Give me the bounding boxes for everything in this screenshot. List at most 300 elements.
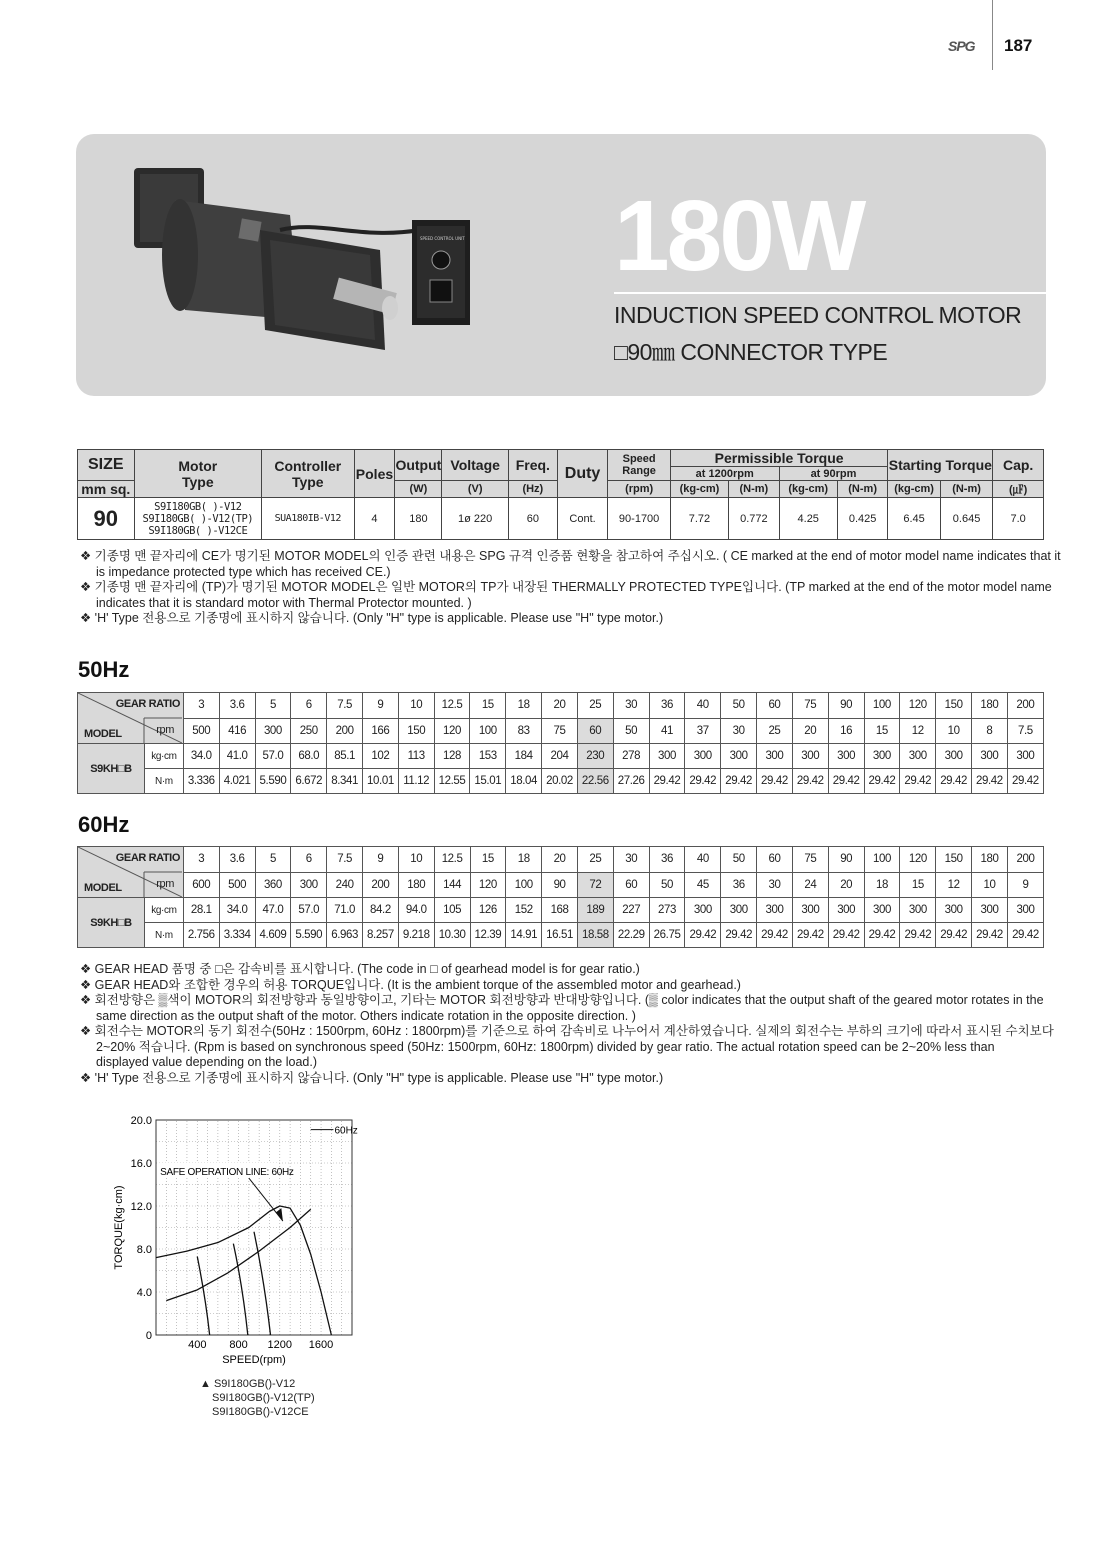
- nm-cell: 29.42: [792, 923, 828, 948]
- kgcm-cell: 102: [363, 744, 399, 769]
- cell-t1200-kg: 7.72: [670, 498, 728, 540]
- torque-nm-row: [78, 923, 1044, 948]
- nm-cell: 29.42: [721, 923, 757, 948]
- ratio-cell: 36: [649, 693, 685, 719]
- kgcm-cell: 273: [649, 898, 685, 923]
- ratio-cell: 90: [828, 847, 864, 873]
- rpm-cell: 300: [291, 872, 327, 898]
- rpm-cell: 10: [936, 718, 972, 744]
- cell-t1200-nm: 0.772: [729, 498, 780, 540]
- rpm-cell: 24: [792, 872, 828, 898]
- rpm-cell: 30: [757, 872, 793, 898]
- cell-controller: SUA180IB-V12: [262, 498, 354, 540]
- nm-cell: 18.04: [506, 769, 542, 794]
- kgcm-cell: 300: [828, 898, 864, 923]
- kgcm-cell: 105: [434, 898, 470, 923]
- ratio-cell: 6: [291, 847, 327, 873]
- rpm-cell: 500: [183, 718, 219, 744]
- ratio-cell: 25: [577, 847, 613, 873]
- nm-cell: 3.336: [183, 769, 219, 794]
- rpm-cell: 72: [577, 872, 613, 898]
- x-axis-label: SPEED(rpm): [222, 1354, 286, 1366]
- y-tick-label: 12.0: [130, 1201, 152, 1213]
- model-label: MODEL: [84, 728, 122, 740]
- kgcm-cell: 41.0: [219, 744, 255, 769]
- load-curve: [254, 1232, 271, 1335]
- triangle-icon: ▲: [200, 1378, 211, 1390]
- spec-row: [78, 498, 1044, 540]
- ratio-cell: 40: [685, 847, 721, 873]
- kgcm-cell: 113: [398, 744, 434, 769]
- rpm-cell: 60: [577, 718, 613, 744]
- kgcm-cell: 300: [721, 898, 757, 923]
- plot-frame: [156, 1120, 352, 1335]
- gear-ratio-label: GEAR RATIO: [115, 698, 180, 710]
- nm-cell: 11.12: [398, 769, 434, 794]
- kgcm-cell: 34.0: [183, 744, 219, 769]
- hdr-at-1200: at 1200rpm: [670, 467, 779, 481]
- ratio-cell: 3.6: [219, 847, 255, 873]
- torque-speed-chart: [100, 1105, 380, 1375]
- ratio-cell: 5: [255, 847, 291, 873]
- rpm-cell: 25: [757, 718, 793, 744]
- rpm-cell: 250: [291, 718, 327, 744]
- heading-60hz: 60Hz: [78, 812, 130, 837]
- rpm-cell: 15: [864, 718, 900, 744]
- table-corner: [78, 847, 184, 898]
- hdr-starting-torque: Starting Torque: [888, 450, 993, 481]
- ratio-row: [78, 847, 1044, 873]
- nm-cell: 29.42: [936, 769, 972, 794]
- ratio-cell: 5: [255, 693, 291, 719]
- motor-product-image: [120, 160, 480, 370]
- kgcm-cell: 300: [685, 744, 721, 769]
- note-line: ❖ GEAR HEAD 품명 중 □은 감속비를 표시합니다. (The code in □ of gearhead model is for gear ratio.): [80, 962, 640, 976]
- kgcm-cell: 300: [972, 898, 1008, 923]
- rpm-cell: 166: [363, 718, 399, 744]
- rpm-cell: 20: [828, 872, 864, 898]
- kgcm-cell: 189: [577, 898, 613, 923]
- kgcm-cell: 152: [506, 898, 542, 923]
- rpm-cell: 180: [398, 872, 434, 898]
- rpm-cell: 7.5: [1007, 718, 1043, 744]
- annotation-arrowhead: [276, 1208, 283, 1221]
- nm-cell: 29.42: [864, 769, 900, 794]
- note-line: indicates that it is standard motor with Thermal Protector mounted. ): [96, 595, 472, 610]
- cell-st-nm: 0.645: [940, 498, 993, 540]
- header-divider: [992, 0, 993, 70]
- rpm-cell: 360: [255, 872, 291, 898]
- gear-table-60hz: [77, 846, 1044, 948]
- rpm-cell: 12: [936, 872, 972, 898]
- ratio-cell: 200: [1007, 693, 1043, 719]
- ratio-cell: 60: [757, 847, 793, 873]
- spec-notes: [80, 549, 1061, 627]
- kgcm-cell: 230: [577, 744, 613, 769]
- x-tick-label: 800: [229, 1339, 248, 1351]
- nm-cell: 29.42: [1007, 769, 1043, 794]
- ratio-cell: 3.6: [219, 693, 255, 719]
- torque-kg-row: [78, 898, 1044, 923]
- controller-label: SPEED CONTROL UNIT: [420, 236, 465, 241]
- nm-cell: 5.590: [291, 923, 327, 948]
- ratio-cell: 20: [542, 693, 578, 719]
- ratio-cell: 12.5: [434, 693, 470, 719]
- kgcm-cell: 28.1: [183, 898, 219, 923]
- kgcm-cell: 300: [757, 898, 793, 923]
- note-line: ❖ GEAR HEAD와 조합한 경우의 허용 TORQUE입니다. (It is the ambient torque of the assembled motor and gearhead.): [80, 977, 741, 992]
- legend-line: S9I180GB()-V12CE: [212, 1406, 309, 1418]
- ratio-row: [78, 693, 1044, 719]
- rpm-cell: 36: [721, 872, 757, 898]
- nm-cell: 29.42: [792, 769, 828, 794]
- ratio-cell: 15: [470, 847, 506, 873]
- kgcm-cell: 128: [434, 744, 470, 769]
- note-line: ❖ 회전수는 MOTOR의 동기 회전수(50Hz : 1500rpm, 60Hz : 1800rpm)를 기준으로 하여 감속비로 나누어서 계산하였습니다. 실제의 회전수는 부하의 크기에 따라서 표시된 수치보다: [80, 1024, 1054, 1038]
- rpm-cell: 100: [506, 872, 542, 898]
- rpm-cell: 20: [792, 718, 828, 744]
- nm-cell: 29.42: [972, 769, 1008, 794]
- spec-table: [77, 449, 1044, 540]
- note-line: 2~20% 적습니다. (Rpm is based on synchronous speed (50Hz: 1500rpm, 60Hz: 1800rpm) divided by gear ratio. The actual rotation speed can be 2~20% less than: [96, 1039, 995, 1054]
- cell-t90-nm: 0.425: [837, 498, 888, 540]
- rpm-cell: 75: [542, 718, 578, 744]
- hdr-st-kg: (kg-cm): [888, 481, 940, 498]
- torque-nm-row: [78, 769, 1044, 794]
- page-number: 187: [1004, 36, 1033, 55]
- y-tick-label: 16.0: [130, 1158, 152, 1170]
- rpm-cell: 144: [434, 872, 470, 898]
- ratio-cell: 40: [685, 693, 721, 719]
- ratio-cell: 180: [972, 847, 1008, 873]
- unit-kgcm: kg·cm: [144, 744, 183, 769]
- ratio-cell: 150: [936, 693, 972, 719]
- nm-cell: 22.56: [577, 769, 613, 794]
- kgcm-cell: 300: [685, 898, 721, 923]
- kgcm-cell: 94.0: [398, 898, 434, 923]
- y-tick-label: 4.0: [136, 1287, 152, 1299]
- nm-cell: 4.609: [255, 923, 291, 948]
- rpm-cell: 150: [398, 718, 434, 744]
- rpm-cell: 120: [470, 872, 506, 898]
- rpm-cell: 50: [613, 718, 649, 744]
- nm-cell: 29.42: [828, 923, 864, 948]
- nm-cell: 3.334: [219, 923, 255, 948]
- kgcm-cell: 300: [757, 744, 793, 769]
- nm-cell: 29.42: [864, 923, 900, 948]
- nm-cell: 29.42: [757, 923, 793, 948]
- rpm-cell: 37: [685, 718, 721, 744]
- nm-cell: 12.55: [434, 769, 470, 794]
- ratio-cell: 36: [649, 847, 685, 873]
- ratio-cell: 15: [470, 693, 506, 719]
- hero-divider: [614, 292, 1046, 294]
- nm-cell: 14.91: [506, 923, 542, 948]
- rpm-cell: 41: [649, 718, 685, 744]
- nm-cell: 29.42: [828, 769, 864, 794]
- ratio-cell: 12.5: [434, 847, 470, 873]
- rpm-cell: 416: [219, 718, 255, 744]
- nm-cell: 29.42: [685, 769, 721, 794]
- hdr-size-unit: mm sq.: [78, 481, 135, 498]
- kgcm-cell: 84.2: [363, 898, 399, 923]
- unit-kgcm: kg·cm: [144, 898, 183, 923]
- hdr-duty: Duty: [557, 450, 608, 498]
- ratio-cell: 25: [577, 693, 613, 719]
- hdr-90-nm: (N-m): [837, 481, 888, 498]
- ratio-cell: 18: [506, 847, 542, 873]
- nm-cell: 4.021: [219, 769, 255, 794]
- ratio-cell: 9: [363, 693, 399, 719]
- kgcm-cell: 278: [613, 744, 649, 769]
- hero-subtitle-2: □90㎜ CONNECTOR TYPE: [614, 339, 888, 365]
- hdr-poles: Poles: [354, 450, 395, 498]
- ratio-cell: 50: [721, 847, 757, 873]
- legend-line: ▲ S9I180GB()-V12: [200, 1378, 296, 1390]
- ratio-cell: 50: [721, 693, 757, 719]
- x-tick-label: 1600: [308, 1339, 334, 1351]
- kgcm-cell: 300: [792, 898, 828, 923]
- ratio-cell: 150: [936, 847, 972, 873]
- kgcm-cell: 34.0: [219, 898, 255, 923]
- kgcm-cell: 184: [506, 744, 542, 769]
- hdr-voltage: Voltage: [442, 450, 509, 481]
- hdr-1200-nm: (N-m): [729, 481, 780, 498]
- hdr-1200-kg: (kg-cm): [670, 481, 728, 498]
- cell-st-kg: 6.45: [888, 498, 940, 540]
- hdr-controller: Controller Type: [262, 450, 354, 498]
- model-name: S9KH□B: [78, 744, 145, 794]
- cell-freq: 60: [508, 498, 557, 540]
- nm-cell: 26.75: [649, 923, 685, 948]
- kgcm-cell: 227: [613, 898, 649, 923]
- nm-cell: 5.590: [255, 769, 291, 794]
- kgcm-cell: 153: [470, 744, 506, 769]
- nm-cell: 9.218: [398, 923, 434, 948]
- nm-cell: 29.42: [685, 923, 721, 948]
- cell-poles: 4: [354, 498, 395, 540]
- hdr-90-kg: (kg-cm): [779, 481, 837, 498]
- rpm-cell: 300: [255, 718, 291, 744]
- x-tick-label: 1200: [267, 1339, 293, 1351]
- rpm-cell: 8: [972, 718, 1008, 744]
- kgcm-cell: 47.0: [255, 898, 291, 923]
- kgcm-cell: 85.1: [327, 744, 363, 769]
- load-curve: [233, 1244, 247, 1335]
- ratio-cell: 7.5: [327, 693, 363, 719]
- ratio-cell: 20: [542, 847, 578, 873]
- kgcm-cell: 300: [1007, 898, 1043, 923]
- kgcm-cell: 300: [900, 898, 936, 923]
- hdr-voltage-unit: (V): [442, 481, 509, 498]
- ratio-cell: 10: [398, 693, 434, 719]
- kgcm-cell: 300: [721, 744, 757, 769]
- rpm-row: [78, 872, 1044, 898]
- hdr-motor: Motor Type: [134, 450, 261, 498]
- hdr-cap: Cap.: [993, 450, 1044, 481]
- rpm-cell: 90: [542, 872, 578, 898]
- kgcm-cell: 300: [864, 898, 900, 923]
- nm-cell: 8.257: [363, 923, 399, 948]
- nm-cell: 2.756: [183, 923, 219, 948]
- gear-ratio-label: GEAR RATIO: [115, 852, 180, 864]
- legend-label: 60Hz: [334, 1125, 358, 1137]
- ratio-cell: 3: [183, 847, 219, 873]
- note-line: is impedance protected type which has received CE.): [96, 564, 391, 579]
- nm-cell: 29.42: [649, 769, 685, 794]
- kgcm-cell: 300: [900, 744, 936, 769]
- rpm-cell: 100: [470, 718, 506, 744]
- hdr-output-unit: (W): [395, 481, 442, 498]
- kgcm-cell: 168: [542, 898, 578, 923]
- nm-cell: 15.01: [470, 769, 506, 794]
- ratio-cell: 75: [792, 847, 828, 873]
- nm-cell: 29.42: [900, 923, 936, 948]
- rpm-cell: 30: [721, 718, 757, 744]
- rpm-cell: 600: [183, 872, 219, 898]
- rpm-cell: 120: [434, 718, 470, 744]
- rpm-cell: 18: [864, 872, 900, 898]
- hdr-st-nm: (N-m): [940, 481, 993, 498]
- hdr-freq-unit: (Hz): [508, 481, 557, 498]
- rpm-cell: 9: [1007, 872, 1043, 898]
- cell-speed: 90-1700: [608, 498, 670, 540]
- y-axis-label: TORQUE(kg·cm): [113, 1185, 125, 1270]
- ratio-cell: 6: [291, 693, 327, 719]
- ratio-cell: 75: [792, 693, 828, 719]
- rpm-cell: 50: [649, 872, 685, 898]
- kgcm-cell: 300: [1007, 744, 1043, 769]
- kgcm-cell: 300: [649, 744, 685, 769]
- ratio-cell: 100: [864, 693, 900, 719]
- unit-nm: N·m: [144, 923, 183, 948]
- rpm-cell: 500: [219, 872, 255, 898]
- nm-cell: 16.51: [542, 923, 578, 948]
- kgcm-cell: 300: [864, 744, 900, 769]
- hdr-at-90: at 90rpm: [779, 467, 888, 481]
- hdr-freq: Freq.: [508, 450, 557, 481]
- kgcm-cell: 204: [542, 744, 578, 769]
- ratio-cell: 18: [506, 693, 542, 719]
- kgcm-cell: 68.0: [291, 744, 327, 769]
- rpm-cell: 12: [900, 718, 936, 744]
- nm-cell: 29.42: [1007, 923, 1043, 948]
- nm-cell: 6.672: [291, 769, 327, 794]
- rpm-cell: 45: [685, 872, 721, 898]
- hero-title: 180W: [614, 180, 864, 292]
- nm-cell: 22.29: [613, 923, 649, 948]
- hdr-cap-unit: (㎌): [993, 481, 1044, 498]
- model-name: S9KH□B: [78, 898, 145, 948]
- hdr-speed: Speed Range: [608, 450, 670, 481]
- kgcm-cell: 300: [792, 744, 828, 769]
- model-label: MODEL: [84, 882, 122, 894]
- cell-motor-types: S9I180GB( )-V12 S9I180GB( )-V12(TP) S9I180GB( )-V12CE: [134, 498, 261, 540]
- rpm-cell: 200: [363, 872, 399, 898]
- y-tick-label: 20.0: [130, 1115, 152, 1127]
- rpm-cell: 60: [613, 872, 649, 898]
- nm-cell: 6.963: [327, 923, 363, 948]
- legend-line: S9I180GB()-V12(TP): [212, 1392, 315, 1404]
- cell-voltage: 1ø 220: [442, 498, 509, 540]
- gear-notes: [80, 962, 1054, 1086]
- torque-kg-row: [78, 744, 1044, 769]
- nm-cell: 8.341: [327, 769, 363, 794]
- x-tick-label: 400: [188, 1339, 207, 1351]
- note-line: ❖ 기종명 맨 끝자리에 CE가 명기된 MOTOR MODEL의 인증 관련 내용은 SPG 규격 인증품 현황을 참고하여 주십시오. ( CE marked at the end of motor model name indicates that it: [80, 549, 1061, 563]
- unit-nm: N·m: [144, 769, 183, 794]
- rpm-cell: 83: [506, 718, 542, 744]
- nm-cell: 12.39: [470, 923, 506, 948]
- cell-size: 90: [78, 498, 135, 540]
- ratio-cell: 30: [613, 693, 649, 719]
- ratio-cell: 10: [398, 847, 434, 873]
- nm-cell: 29.42: [972, 923, 1008, 948]
- rpm-cell: 16: [828, 718, 864, 744]
- ratio-cell: 90: [828, 693, 864, 719]
- kgcm-cell: 126: [470, 898, 506, 923]
- nm-cell: 29.42: [936, 923, 972, 948]
- hero-subtitle: INDUCTION SPEED CONTROL MOTOR: [614, 302, 1022, 328]
- kgcm-cell: 300: [936, 898, 972, 923]
- kgcm-cell: 300: [828, 744, 864, 769]
- heading-50hz: 50Hz: [78, 657, 130, 682]
- ratio-cell: 60: [757, 693, 793, 719]
- note-line: ❖ 'H' Type 전용으로 기종명에 표시하지 않습니다. (Only "H" type is applicable. Please use "H" type motor.): [80, 611, 664, 625]
- ratio-cell: 180: [972, 693, 1008, 719]
- note-line: same direction as the output shaft of the motor. Others indicate rotation in the opposite direction. ): [96, 1008, 636, 1023]
- nm-cell: 18.58: [577, 923, 613, 948]
- nm-cell: 29.42: [900, 769, 936, 794]
- chart-model-legend: [200, 1377, 315, 1419]
- gear-table-50hz: [77, 692, 1044, 794]
- ratio-cell: 200: [1007, 847, 1043, 873]
- kgcm-cell: 57.0: [291, 898, 327, 923]
- kgcm-cell: 57.0: [255, 744, 291, 769]
- cell-t90-kg: 4.25: [779, 498, 837, 540]
- nm-cell: 29.42: [721, 769, 757, 794]
- ratio-cell: 7.5: [327, 847, 363, 873]
- nm-cell: 20.02: [542, 769, 578, 794]
- hdr-output: Output: [395, 450, 442, 481]
- cell-duty: Cont.: [557, 498, 608, 540]
- cell-cap: 7.0: [993, 498, 1044, 540]
- kgcm-cell: 300: [936, 744, 972, 769]
- ratio-cell: 9: [363, 847, 399, 873]
- ratio-cell: 120: [900, 693, 936, 719]
- note-line: ❖ 회전방향은 ▒색이 MOTOR의 회전방향과 동일방향이고, 기타는 MOTOR 회전방향과 반대방향입니다. (▒ color indicates that the output shaft of the geared motor rotates in the: [80, 993, 1044, 1007]
- unit-rpm: rpm: [156, 724, 174, 736]
- hdr-permissible-torque: Permissible Torque: [670, 450, 888, 467]
- note-line: displayed value depending on the load.): [96, 1055, 318, 1069]
- y-tick-label: 8.0: [136, 1244, 152, 1256]
- rpm-cell: 240: [327, 872, 363, 898]
- nm-cell: 10.01: [363, 769, 399, 794]
- note-line: ❖ 기종명 맨 끝자리에 (TP)가 명기된 MOTOR MODEL은 일반 MOTOR의 TP가 내장된 THERMALLY PROTECTED TYPE입니다. (TP marked at the end of the motor model name: [80, 580, 1052, 594]
- y-tick-label: 0: [145, 1330, 152, 1342]
- brand-logo: SPG: [948, 38, 975, 54]
- kgcm-cell: 300: [972, 744, 1008, 769]
- table-corner: [78, 693, 184, 744]
- ratio-cell: 100: [864, 847, 900, 873]
- nm-cell: 29.42: [757, 769, 793, 794]
- ratio-cell: 30: [613, 847, 649, 873]
- ratio-cell: 120: [900, 847, 936, 873]
- hdr-size: SIZE: [78, 450, 135, 481]
- nm-cell: 27.26: [613, 769, 649, 794]
- kgcm-cell: 71.0: [327, 898, 363, 923]
- cell-output: 180: [395, 498, 442, 540]
